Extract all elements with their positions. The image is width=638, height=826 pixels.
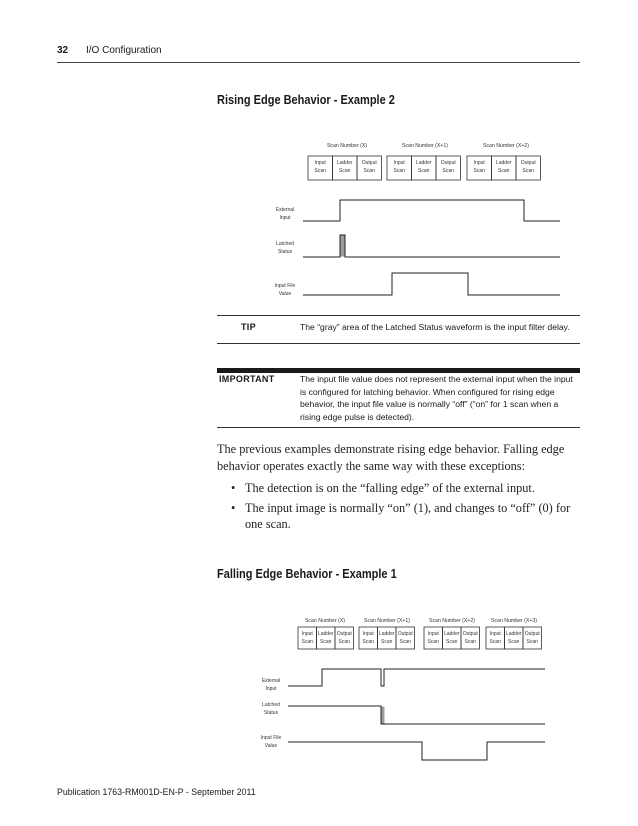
falling-edge-heading: Falling Edge Behavior - Example 1 (217, 567, 397, 581)
falling-scan-phase-label: Scan (526, 639, 538, 645)
falling-scan-label-0: Scan Number (X) (304, 618, 346, 624)
falling-scan-phase-label: Scan (320, 639, 332, 645)
rising-edge-heading: Rising Edge Behavior - Example 2 (217, 93, 395, 107)
rising-scan-phase-label: Scan (339, 168, 351, 174)
rising-scan-phase-label: Input (314, 160, 326, 166)
important-text-line: is configured for latching behavior. When configured for rising edge (300, 386, 555, 397)
falling-filter-delay-gray-area (382, 707, 385, 724)
falling-scan-phase-label: Ladder (317, 631, 334, 637)
falling-scan-phase-label: Input (427, 631, 439, 637)
bullet-text-line: one scan. (245, 517, 291, 531)
rising-scan-phase-label: Scan (442, 168, 454, 174)
falling-scan-phase-label: Scan (338, 639, 350, 645)
body-paragraph-line: The previous examples demonstrate rising edge behavior. Falling edge (217, 442, 565, 456)
rising-scan-phase-label: Scan (522, 168, 534, 174)
falling-scan-phase-label: Scan (446, 639, 458, 645)
falling-scan-phase-label: Scan (362, 639, 374, 645)
falling-scan-phase-label: Input (301, 631, 313, 637)
important-text-line: The input file value does not represent the external input when the input (300, 374, 573, 384)
important-text-line: rising edge pulse is detected). (300, 411, 415, 422)
falling-scan-phase-label: Input (362, 631, 374, 637)
rising-scan-phase-label: Scan (473, 168, 485, 174)
bullet-dot: • (231, 500, 236, 515)
falling-scan-phase-label: Output (336, 631, 352, 637)
falling-scan-label-1: Scan Number (X+1) (364, 618, 410, 624)
rising-scan-phase-label: Output (520, 160, 536, 166)
important-label: IMPORTANT (219, 374, 275, 384)
rising-scan-label-2: Scan Number (X+2) (483, 143, 529, 149)
rising-scan-phase-label: Input (393, 160, 405, 166)
falling-scan-phase-label: Scan (427, 639, 439, 645)
rising-scan-phase-label: Scan (498, 168, 510, 174)
rising-scan-phase-label: Scan (393, 168, 405, 174)
bullet-text-line: The detection is on the “falling edge” of the external input. (245, 481, 535, 495)
falling-latched-status-waveform (288, 706, 545, 724)
rising-signal-label-file-0: Input File (274, 283, 296, 289)
footer-publication: Publication 1763-RM001D-EN-P - September 2011 (57, 787, 256, 797)
falling-scan-phase-label: Ladder (378, 631, 395, 637)
falling-scan-label-2: Scan Number (X+2) (429, 618, 475, 624)
falling-scan-phase-label: Output (397, 631, 413, 637)
falling-scan-phase-label: Scan (508, 639, 520, 645)
falling-scan-phase-label: Ladder (505, 631, 522, 637)
rising-signal-label-ext-0: External (275, 207, 295, 213)
rising-scan-phase-label: Scan (363, 168, 375, 174)
rising-signal-label-latch-0: Latched (276, 241, 294, 247)
rising-scan-phase-label: Scan (418, 168, 430, 174)
falling-signal-label-ext-0: External (261, 678, 281, 684)
body-paragraph-line: behavior operates exactly the same way with these exceptions: (217, 458, 525, 473)
falling-scan-phase-label: Scan (381, 639, 393, 645)
falling-scan-phase-label: Output (462, 631, 478, 637)
falling-signal-label-ext-1: Input (265, 686, 277, 692)
rising-scan-phase-label: Output (361, 160, 377, 166)
falling-scan-phase-label: Scan (301, 639, 313, 645)
bullet-dot: • (231, 481, 236, 495)
falling-scan-phase-label: Ladder (443, 631, 460, 637)
rising-scan-phase-label: Ladder (495, 160, 512, 166)
rising-scan-phase-label: Input (473, 160, 485, 166)
tip-text: The “gray” area of the Latched Status waveform is the input filter delay. (300, 322, 570, 332)
falling-scan-phase-label: Output (524, 631, 540, 637)
important-text-line: behavior, the input file value is normally “off” (“on” for 1 scan when a (300, 399, 559, 409)
rising-scan-phase-label: Ladder (336, 160, 353, 166)
falling-external-input-waveform (288, 669, 545, 686)
falling-scan-boxes (298, 627, 542, 649)
rising-signal-label-file-1: Value (278, 291, 292, 297)
falling-scan-phase-label: Scan (399, 639, 411, 645)
falling-scan-phase-label: Scan (464, 639, 476, 645)
falling-signal-label-latch-1: Status (263, 710, 279, 716)
rising-scan-label-0: Scan Number (X) (326, 143, 368, 149)
falling-signal-label-file-1: Value (264, 743, 278, 749)
tip-label: TIP (241, 322, 256, 332)
falling-signal-label-file-0: Input File (260, 735, 282, 741)
falling-scan-phase-label: Input (489, 631, 501, 637)
rising-signal-label-latch-1: Status (277, 249, 293, 255)
rising-scan-phase-label: Scan (314, 168, 326, 174)
page-number: 32 (57, 45, 69, 56)
rising-scan-phase-label: Output (440, 160, 456, 166)
rising-scan-phase-label: Ladder (415, 160, 432, 166)
rising-signal-label-ext-1: Input (279, 215, 291, 221)
section-title: I/O Configuration (86, 45, 162, 56)
falling-input-file-waveform (288, 742, 545, 760)
falling-signal-label-latch-0: Latched (262, 702, 280, 708)
falling-scan-label-3: Scan Number (X+3) (491, 618, 537, 624)
rising-scan-label-1: Scan Number (X+1) (402, 143, 448, 149)
bullet-text-line: The input image is normally “on” (1), and changes to “off” (0) for (245, 500, 571, 515)
falling-scan-phase-label: Scan (489, 639, 501, 645)
